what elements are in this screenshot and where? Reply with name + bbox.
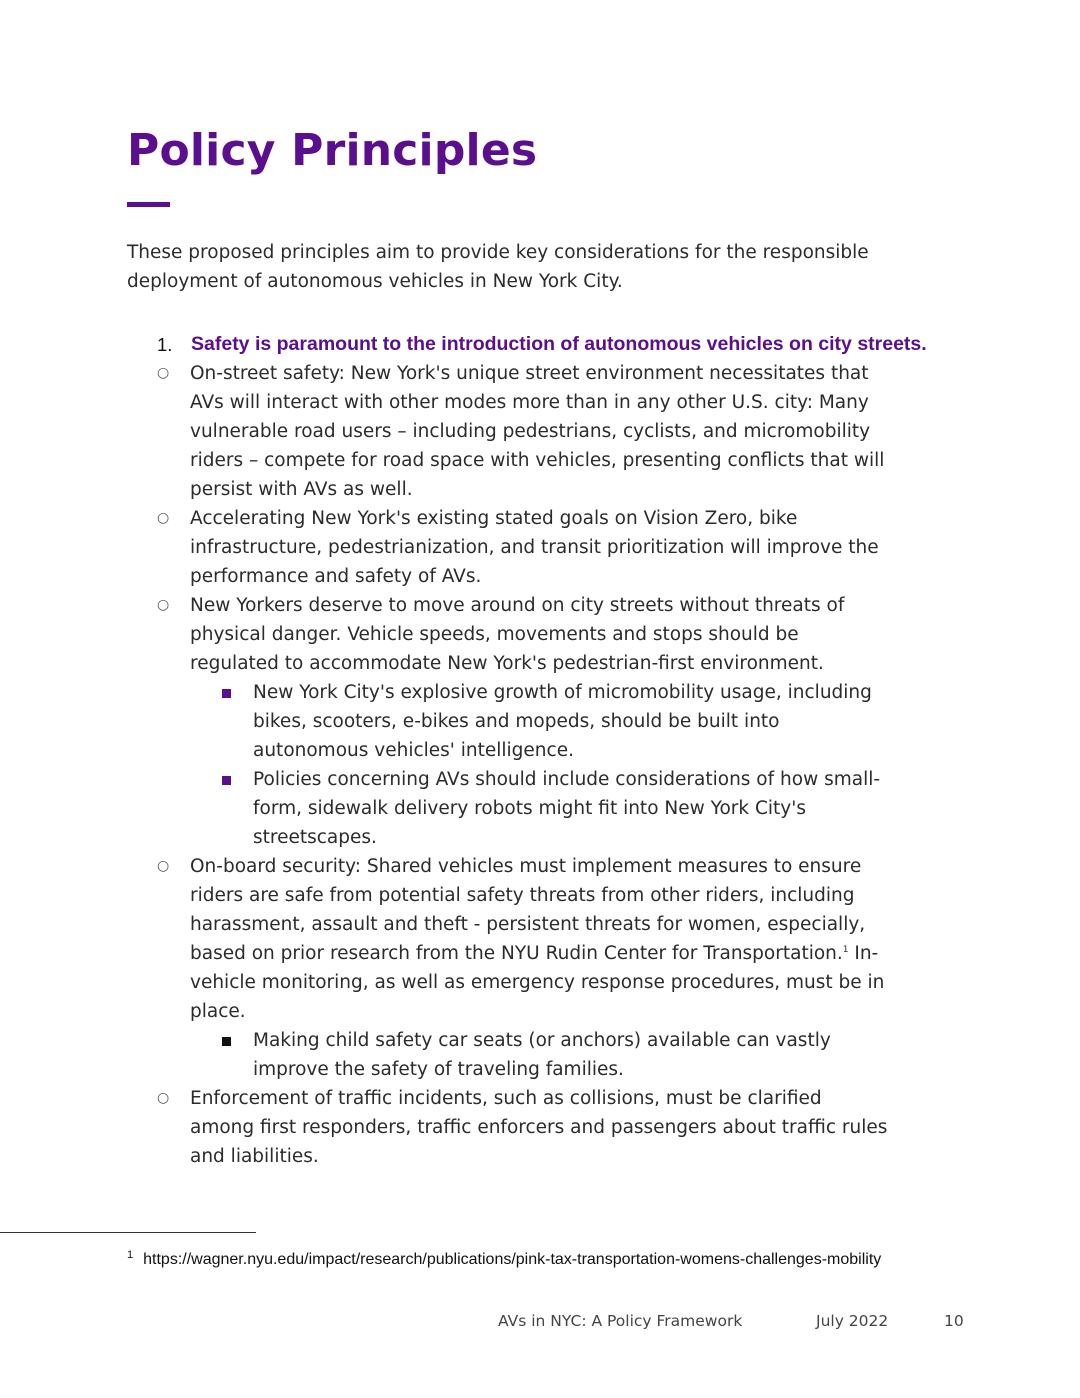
title-accent-rule [127,202,170,207]
sub-bullet-text: Policies concerning AVs should include considerations of how small-form, sidewalk delivery robots might fit into New York City's streetscapes. [253,769,881,848]
footer-date: July 2022 [816,1312,889,1330]
sub-bullet-text: Making child safety car seats (or anchors) available can vastly improve the safety of traveling families. [253,1030,831,1080]
footnote-reference[interactable]: 1 [842,945,849,955]
list-item [127,591,890,678]
hollow-circle-bullet-icon: ○ [157,597,170,613]
square-bullet-icon [222,776,231,785]
bullet-text: New Yorkers deserve to move around on city streets without threats of physical danger. Vehicle speeds, movements and stops should be regulated to accommodate New York's pedestrian-first environment. [190,595,845,674]
principle-heading: Safety is paramount to the introduction of autonomous vehicles on city streets. [191,333,927,355]
bullet-text-continued: In-vehicle monitoring, as well as emergency response procedures, must be in place. [190,943,885,1022]
list-item [127,852,890,1026]
bullet-text: On-street safety: New York's unique street environment necessitates that AVs will interact with other modes more than in any other U.S. city: Many vulnerable road users – including pedestrians, cyclists, and micromobility riders – compete for road space with vehicles, presenting conflicts that will persist with AVs as well. [190,363,885,500]
hollow-circle-bullet-icon: ○ [157,510,170,526]
bullet-text: Accelerating New York's existing stated goals on Vision Zero, bike infrastructure, pedestrianization, and transit prioritization will improve the performance and safety of AVs. [190,508,879,587]
sub-list-item [190,765,893,852]
hollow-circle-bullet-icon: ○ [157,1090,170,1106]
footnote [127,1243,881,1272]
footnote-link[interactable]: https://wagner.nyu.edu/impact/research/publications/pink-tax-transportation-womens-challenges-mobility [143,1251,882,1268]
sub-bullet-text: New York City's explosive growth of micromobility usage, including bikes, scooters, e-bikes and mopeds, should be built into autonomous vehicles' intelligence. [253,682,872,761]
sub-list-item [190,1026,893,1084]
square-bullet-icon [222,689,231,698]
sub-list-item [190,678,893,765]
footnote-number: 1 [127,1249,134,1261]
list-item [127,504,890,591]
principles-list [127,330,967,1171]
hollow-circle-bullet-icon: ○ [157,858,170,874]
footer-document-title: AVs in NYC: A Policy Framework [498,1312,743,1330]
bullet-text: Enforcement of traffic incidents, such as collisions, must be clarified among first responders, traffic enforcers and passengers about traffic rules and liabilities. [190,1088,888,1167]
list-item [127,1084,890,1171]
principle-item [127,330,967,359]
list-item [127,359,890,504]
footer-page-number: 10 [944,1312,964,1330]
square-bullet-icon [222,1037,231,1046]
page-title: Policy Principles [127,125,538,176]
bullet-text: On-board security: Shared vehicles must implement measures to ensure riders are safe from potential safety threats from other riders, including harassment, assault and theft - persistent threats for women, especially, based on prior research from the NYU Rudin Center for Transportation. [190,856,866,964]
principle-number: 1. [157,334,173,355]
footnote-divider [0,1232,256,1233]
intro-paragraph: These proposed principles aim to provide key considerations for the responsible deployment of autonomous vehicles in New York City. [127,242,869,292]
hollow-circle-bullet-icon: ○ [157,365,170,381]
